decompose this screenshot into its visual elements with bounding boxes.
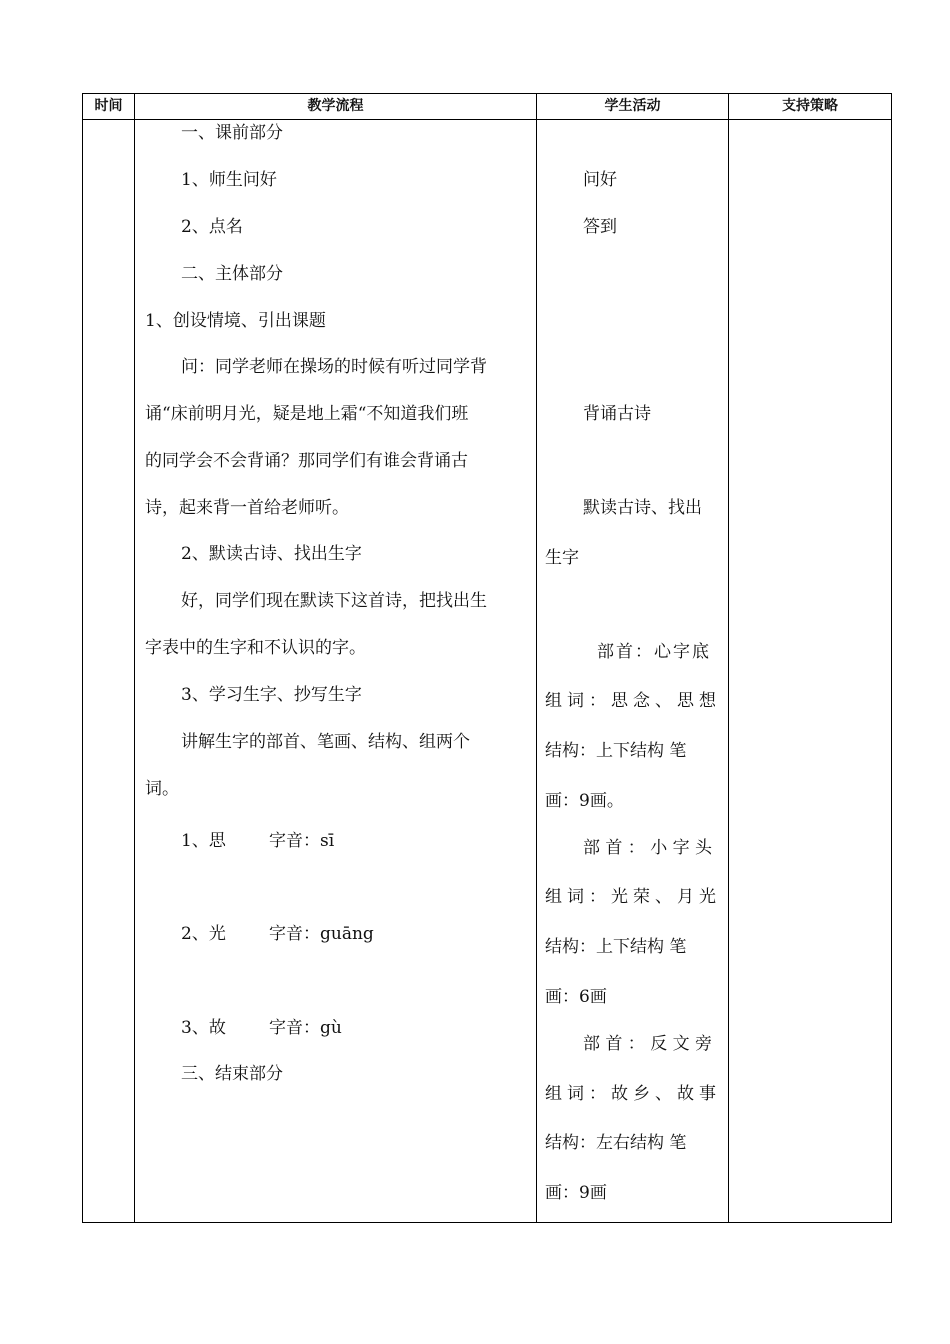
part-silent-reading: 2、默读古诗、找出生字	[181, 544, 362, 564]
section-closing: 三、结束部分	[181, 1064, 283, 1084]
column-divider	[134, 94, 135, 1222]
column-divider	[728, 94, 729, 1222]
char3-strokes: 画：9画	[545, 1183, 607, 1203]
column-divider	[536, 94, 537, 1222]
char1-words: 组词：思念、思想	[545, 691, 721, 711]
char3-structure: 结构：左右结构 笔	[545, 1133, 687, 1153]
header-time: 时间	[94, 98, 123, 114]
char3-words: 组词：故乡、故事	[545, 1084, 721, 1104]
char1-structure: 结构：上下结构 笔	[545, 741, 687, 761]
header-student: 学生活动	[604, 98, 661, 114]
paragraph-line: 的同学会不会背诵？那同学们有谁会背诵古	[145, 451, 468, 471]
paragraph-line: 诵“床前明月光，疑是地上霜“不知道我们班	[145, 404, 469, 424]
student-rollcall: 答到	[583, 217, 617, 237]
student-read-line: 生字	[545, 548, 579, 568]
paragraph-line: 讲解生字的部首、笔画、结构、组两个	[181, 732, 470, 752]
char3-radical: 部 首 ： 反 文 旁	[583, 1034, 713, 1054]
char1-radical: 部首：心字底	[597, 642, 711, 662]
lesson-plan-table	[82, 93, 892, 1223]
char2-radical: 部 首 ： 小 字 头	[583, 838, 713, 858]
part-learn-characters: 3、学习生字、抄写生字	[181, 685, 362, 705]
part-introduce-topic: 1、创设情境、引出课题	[145, 311, 326, 331]
character-pronunciation: 字音：sī	[269, 831, 335, 851]
header-support: 支持策略	[782, 98, 838, 114]
paragraph-line: 问：同学老师在操场的时候有听过同学背	[181, 357, 487, 377]
step-greeting: 1、师生问好	[181, 170, 277, 190]
char2-words: 组词：光荣、月光	[545, 887, 721, 907]
step-roll-call: 2、点名	[181, 217, 243, 237]
section-main: 二、主体部分	[181, 264, 283, 284]
character-pronunciation: 字音：gù	[269, 1018, 342, 1038]
header-process: 教学流程	[307, 98, 364, 114]
character-label: 3、故	[181, 1018, 226, 1038]
paragraph-line: 好，同学们现在默读下这首诗，把找出生	[181, 591, 487, 611]
section-pre-class: 一、课前部分	[181, 123, 283, 143]
char2-strokes: 画：6画	[545, 987, 607, 1007]
paragraph-line: 词。	[145, 779, 179, 799]
character-label: 2、光	[181, 924, 226, 944]
character-pronunciation: 字音：guāng	[269, 924, 374, 944]
header-divider	[83, 119, 891, 120]
character-label: 1、思	[181, 831, 226, 851]
paragraph-line: 诗，起来背一首给老师听。	[145, 498, 349, 518]
student-recite: 背诵古诗	[583, 404, 651, 424]
student-greet: 问好	[583, 170, 617, 190]
char2-structure: 结构：上下结构 笔	[545, 937, 687, 957]
student-read-line: 默读古诗、找出	[583, 498, 702, 518]
paragraph-line: 字表中的生字和不认识的字。	[145, 638, 366, 658]
char1-strokes: 画：9画。	[545, 791, 624, 811]
